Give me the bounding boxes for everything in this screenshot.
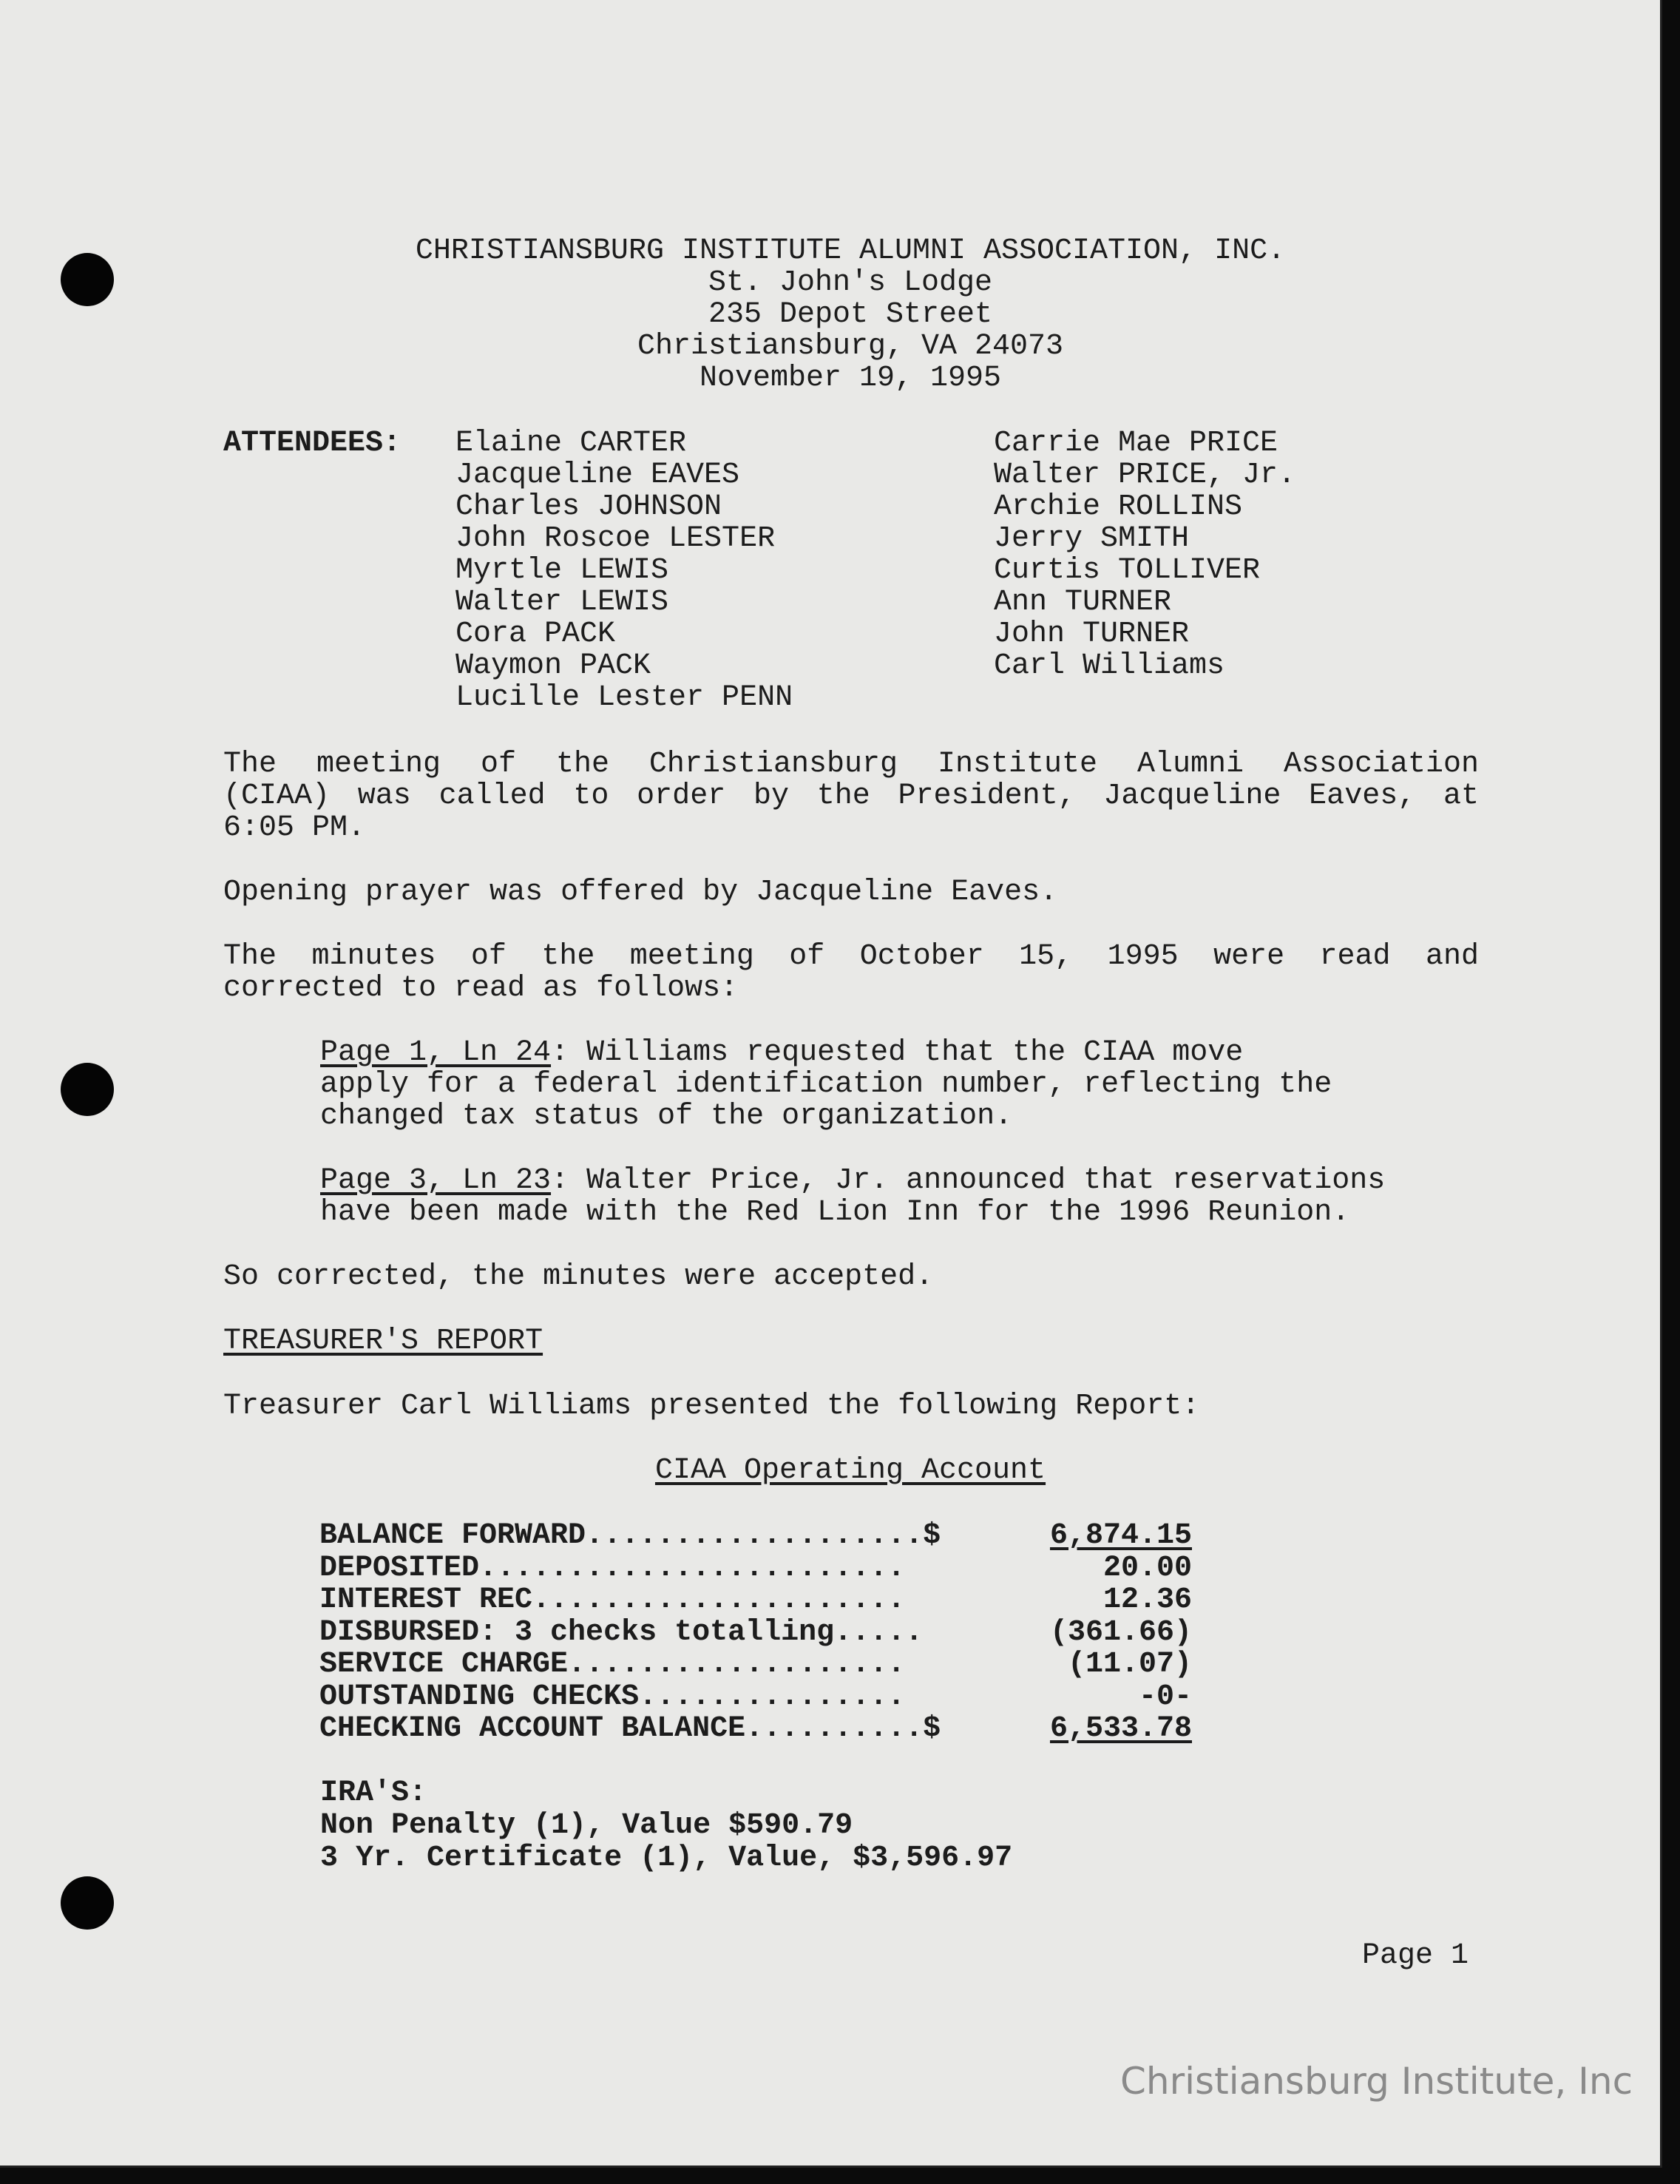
ledger-label: CHECKING ACCOUNT BALANCE..........$ [319, 1712, 941, 1745]
attendees-column-1 [455, 427, 793, 714]
venue: St. John's Lodge [708, 266, 993, 300]
binder-hole [61, 253, 114, 306]
ledger-label: INTEREST REC..................... [319, 1583, 906, 1617]
attendee-name: Curtis TOLLIVER [994, 554, 1261, 587]
ledger-label: DISBURSED: 3 checks totalling..... [319, 1615, 924, 1649]
iras-title: IRA'S: [320, 1776, 427, 1810]
ledger-amount: (361.66) [1049, 1615, 1192, 1649]
watermark: Christiansburg Institute, Inc [1120, 2060, 1633, 2103]
account-title: CIAA Operating Account [654, 1454, 1046, 1487]
street-address: 235 Depot Street [708, 298, 993, 331]
attendee-name: Walter LEWIS [455, 586, 669, 619]
attendee-name: Elaine CARTER [455, 427, 687, 460]
attendee-name: Ann TURNER [994, 586, 1172, 619]
attendee-name: Cora PACK [455, 618, 616, 651]
paragraph-line: corrected to read as follows: [223, 972, 739, 1005]
attendee-name: Lucille Lester PENN [455, 681, 793, 714]
ledger-label: BALANCE FORWARD...................$ [319, 1519, 941, 1552]
correction-2-ref: Page 3, Ln 23 [320, 1164, 552, 1197]
attendee-name: Carl Williams [994, 649, 1225, 683]
attendee-name: Charles JOHNSON [455, 490, 722, 524]
attendee-name: John TURNER [994, 618, 1190, 651]
meeting-date: November 19, 1995 [699, 362, 1002, 395]
ledger-label: OUTSTANDING CHECKS............... [319, 1680, 906, 1714]
correction-1-ref: Page 1, Ln 24 [320, 1036, 552, 1069]
minutes-accepted: So corrected, the minutes were accepted. [223, 1260, 934, 1294]
attendee-name: Walter PRICE, Jr. [994, 459, 1296, 492]
ledger-label: DEPOSITED........................ [319, 1551, 906, 1585]
ledger-amount: 6,874.15 [1049, 1519, 1192, 1552]
attendee-name: John Roscoe LESTER [455, 522, 776, 555]
paragraph-line: 6:05 PM. [223, 811, 366, 845]
page-number: Page 1 [1362, 1939, 1469, 1972]
attendee-name: Jacqueline EAVES [455, 459, 740, 492]
ira-line: Non Penalty (1), Value $590.79 [320, 1809, 853, 1842]
ledger-label: SERVICE CHARGE................... [319, 1648, 906, 1681]
correction-1-line: changed tax status of the organization. [320, 1100, 1013, 1133]
attendee-name: Carrie Mae PRICE [994, 427, 1278, 460]
correction-1-line: apply for a federal identification number, reflecting the [320, 1068, 1332, 1101]
section-heading: TREASURER'S REPORT [223, 1325, 543, 1358]
ledger-amount: -0- [1138, 1680, 1192, 1714]
binder-hole [61, 1876, 114, 1930]
treasurer-intro: Treasurer Carl Williams presented the following Report: [223, 1390, 1200, 1423]
correction-1-line: Page 1, Ln 24: Williams requested that the CIAA move [320, 1036, 1244, 1069]
attendee-name: Jerry SMITH [994, 522, 1190, 555]
correction-2-line: have been made with the Red Lion Inn for the 1996 Reunion. [320, 1196, 1350, 1229]
attendees-column-2 [994, 427, 1295, 682]
paragraph-line: The meeting of the Christiansburg Institute Alumni Association [223, 748, 1479, 781]
correction-2-line: Page 3, Ln 23: Walter Price, Jr. announced that reservations [320, 1164, 1386, 1197]
paragraph-line: The minutes of the meeting of October 15, 1995 were read and [223, 940, 1479, 973]
binder-hole [61, 1063, 114, 1116]
paragraph-line: (CIAA) was called to order by the President, Jacqueline Eaves, at [223, 780, 1479, 813]
ledger-amount: 6,533.78 [1049, 1712, 1192, 1745]
attendee-name: Myrtle LEWIS [455, 554, 669, 587]
ledger-amount: (11.07) [1067, 1648, 1192, 1681]
attendees-label: ATTENDEES: [223, 427, 402, 460]
attendee-name: Waymon PACK [455, 649, 651, 683]
ledger-amount: 20.00 [1102, 1551, 1192, 1585]
opening-prayer: Opening prayer was offered by Jacqueline Eaves. [223, 876, 1058, 909]
attendee-name: Archie ROLLINS [994, 490, 1243, 524]
city-state-zip: Christiansburg, VA 24073 [637, 330, 1064, 363]
ira-line: 3 Yr. Certificate (1), Value, $3,596.97 [320, 1842, 1013, 1875]
ledger-amount: 12.36 [1102, 1583, 1192, 1617]
org-name: CHRISTIANSBURG INSTITUTE ALUMNI ASSOCIATION, INC. [415, 234, 1286, 268]
